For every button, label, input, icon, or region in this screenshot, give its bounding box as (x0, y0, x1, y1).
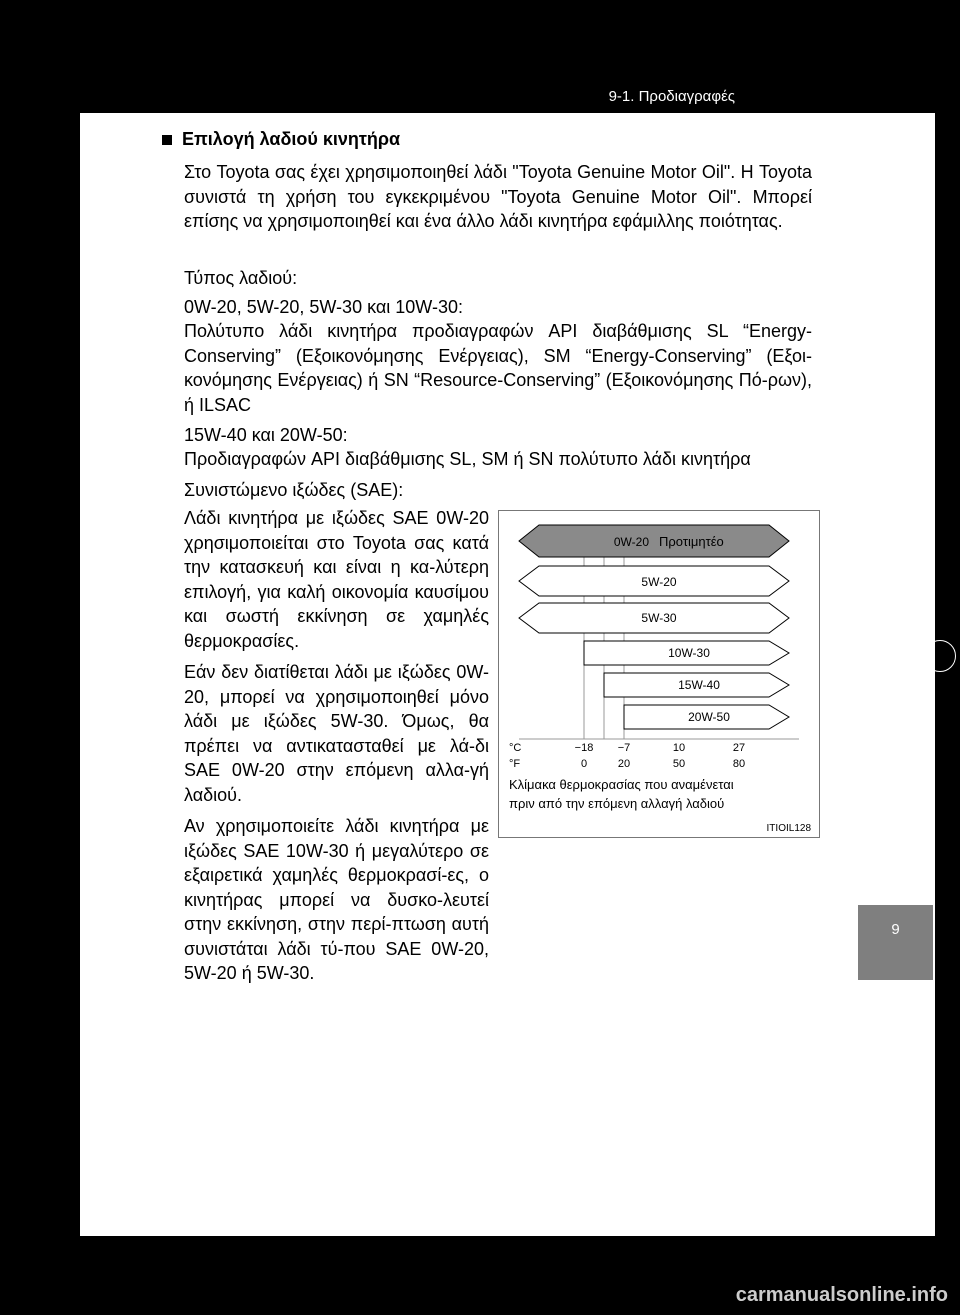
caption-line-2: πριν από την επόμενη αλλαγή λαδιού (509, 796, 725, 811)
fahrenheit-unit: °F (509, 758, 521, 770)
registration-mark-icon (924, 640, 956, 672)
paragraph-oil-type: Τύπος λαδιού: (184, 268, 298, 288)
bar-0w20 (519, 525, 789, 557)
bar-0w20-code: 0W-20 (613, 535, 649, 549)
bar-20w50-code: 20W-50 (688, 710, 730, 724)
viscosity-chart-svg (499, 511, 819, 837)
paragraph-intro: Στο Toyota σας έχει χρησιμοποιηθεί λάδι "Toyota Genuine Motor Oil". Η Toyota συνιστά τη χρήση του εγκεκριμένου "Toyota Genuine Motor Oil". Μπορεί επίσης να χρησιμοποιηθεί και ένα άλλο λάδι κινητήρα εφάμιλλης ποιότητας. (184, 162, 812, 231)
bar-10w30-code: 10W-30 (668, 646, 710, 660)
fahrenheit-tick-2: 20 (617, 758, 631, 770)
chapter-label: Προδιαγραφές αυτοκινήτου (866, 993, 883, 1174)
fahrenheit-tick-1: 0 (580, 758, 588, 770)
section-title-text: Επιλογή λαδιού κινητήρα (182, 129, 401, 149)
fahrenheit-tick-3: 50 (672, 758, 686, 770)
celsius-tick-3: 10 (672, 742, 686, 754)
bar-15w40 (604, 673, 789, 697)
celsius-tick-4: 27 (732, 742, 746, 754)
watermark: carmanualsonline.info (735, 1284, 948, 1306)
bar-20w50 (624, 705, 789, 729)
bar-15w40-code: 15W-40 (678, 678, 720, 692)
bar-5w30-code: 5W-30 (641, 611, 677, 625)
bar-5w20 (519, 566, 789, 596)
bar-10w30 (584, 641, 789, 665)
bar-0w20-note: Προτιμητέο (659, 534, 724, 549)
paragraph-10w30: Αν χρησιμοποιείτε λάδι κινητήρα με ιξώδες SAE 10W-30 ή μεγαλύτερο σε εξαιρετικά χαμηλές θερμοκρασί-ες, ο κινητήρας μπορεί να δυσκο-λευτεί στην εκκίνηση, στην περί-πτωση αυτή συνιστάται λάδι τύ-που SAE 0W-20, 5W-20 ή 5W-30. (184, 816, 489, 983)
celsius-tick-2: −7 (617, 742, 631, 754)
paragraph-viscosity: Συνιστώμενο ιξώδες (SAE): (184, 480, 404, 500)
chapter-number: 9 (891, 921, 900, 938)
paragraph-grades-1-title: 0W-20, 5W-20, 5W-30 και 10W-30: (184, 297, 463, 317)
figure-id: ITIOIL128 (766, 823, 811, 834)
viscosity-chart (498, 510, 820, 838)
paragraph-grades-2-title: 15W-40 και 20W-50: (184, 425, 348, 445)
bar-5w20-code: 5W-20 (641, 575, 677, 589)
paragraph-grades-1-body: Πολύτυπο λάδι κινητήρα προδιαγραφών API διαβάθμισης SL “Energy-Conserving” (Εξοικονόμησης Ενέργειας), SM “Energy-Conserving” (Εξοι-κονόμησης Ενέργειας) ή SN “Resource-Conserving” (Εξοικονόμησης Πό-ρων), ή ILSAC (184, 321, 812, 415)
paragraph-0w20: Λάδι κινητήρα με ιξώδες SAE 0W-20 χρησιμοποιείται στο Toyota σας κατά την κατασκευή και είναι η κα-λύτερη επιλογή, για καλή οικονομία καυσίμου και σωστή εκκίνηση σε χαμηλές θερμοκρασίες. (184, 508, 489, 651)
section-title (162, 129, 400, 150)
paragraph-5w30: Εάν δεν διατίθεται λάδι με ιξώδες 0W-20, μπορεί να χρησιμοποιηθεί μόνο λάδι με ιξώδες 5W-30. Όμως, θα πρέπει να αντικατασταθεί με λά-δι SAE 0W-20 στην επόμενη αλλα-γή λαδιού. (184, 662, 489, 805)
bar-5w30 (519, 603, 789, 633)
celsius-tick-1: −18 (574, 742, 594, 754)
paragraph-grades-2-body: Προδιαγραφών API διαβάθμισης SL, SM ή SN πολύτυπο λάδι κινητήρα (184, 449, 751, 469)
header-section: 9-1. Προδιαγραφές (608, 88, 735, 105)
celsius-unit: °C (509, 742, 522, 754)
bullet-icon (162, 135, 172, 145)
caption-line-1: Κλίμακα θερμοκρασίας που αναμένεται (509, 777, 734, 792)
fahrenheit-tick-4: 80 (732, 758, 746, 770)
chapter-tab (858, 905, 933, 980)
